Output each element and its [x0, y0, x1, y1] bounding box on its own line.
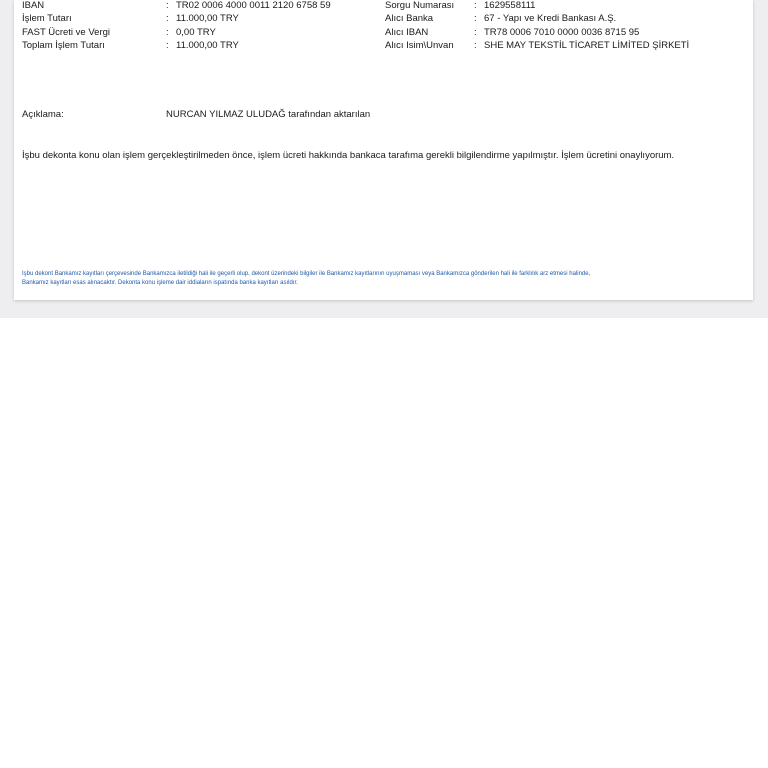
field-label: Alıcı Isim\Unvan — [385, 40, 454, 51]
field-separator: : — [166, 0, 169, 11]
field-separator: : — [166, 27, 169, 38]
field-value: 67 - Yapı ve Kredi Bankası A.Ş. — [484, 13, 617, 24]
field-label: FAST Ücreti ve Vergi — [22, 27, 110, 38]
field-label: Sorgu Numarası — [385, 0, 455, 11]
field-label: Alıcı IBAN — [385, 27, 429, 38]
field-label: Toplam İşlem Tutarı — [22, 40, 105, 51]
receipt-page — [14, 0, 753, 300]
field-value: TR02 0006 4000 0011 2120 6758 59 — [176, 0, 331, 11]
field-value: TR78 0006 7010 0000 0036 8715 95 — [484, 27, 640, 38]
footer-disclaimer — [22, 270, 757, 287]
document-viewer — [0, 0, 768, 318]
field-separator: : — [474, 13, 477, 24]
field-separator: : — [474, 40, 477, 51]
field-separator: : — [166, 40, 169, 51]
footer-line: İşbu dekont Bankamız kayıtları çerçevesinde Bankamızca iletildiği hali ile geçerli olup, dekont üzerindeki bilgiler ile Bankamız kayıtlarının uyuşmaması veya Bankamızca gönderilen hali ile farklılık arz etmesi halinde, — [22, 271, 591, 277]
field-value: 0,00 TRY — [176, 27, 216, 38]
field-separator: : — [166, 13, 169, 24]
field-label: İşlem Tutarı — [22, 13, 72, 24]
field-value: SHE MAY TEKSTİL TİCARET LİMİTED ŞİRKETİ — [484, 40, 690, 51]
field-separator: : — [474, 0, 477, 11]
field-value: 1629558111 — [484, 0, 536, 11]
field-label: IBAN — [22, 0, 45, 11]
field-value: 11.000,00 TRY — [176, 40, 239, 51]
field-label: Alıcı Banka — [385, 13, 434, 24]
description-value: NURCAN YILMAZ ULUDAĞ tarafından aktarılan — [166, 109, 371, 120]
description-label: Açıklama: — [22, 109, 64, 120]
footer-line: Bankamız kayıtları esas alınacaktır. Dekonta konu işleme dair iddiaların ispatında banka kayıtları asıldır. — [22, 279, 298, 286]
consent-text: İşbu dekonta konu olan işlem gerçekleştirilmeden önce, işlem ücreti hakkında bankaca tarafıma gerekli bilgilendirme yapılmıştır. İşlem ücretini onaylıyorum. — [22, 150, 675, 161]
field-separator: : — [474, 27, 477, 38]
field-value: 11.000,00 TRY — [176, 13, 239, 24]
